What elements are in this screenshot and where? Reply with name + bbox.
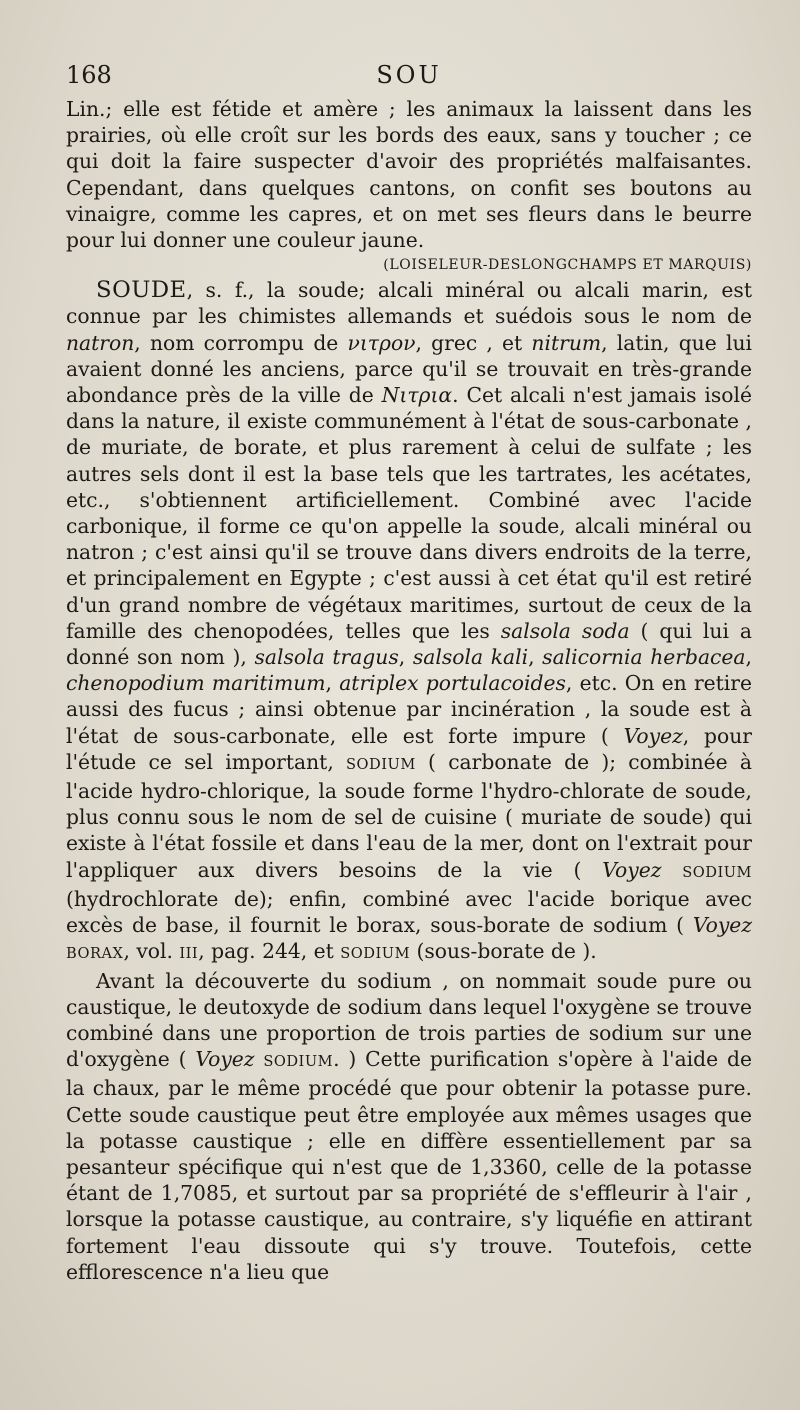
text-run: , etc. On en retire aussi des fucus ; ainsi obtenue par incinération , la soude est à l'état de sous-carbonate, elle est forte impure (	[66, 671, 752, 748]
text-run: , grec , et	[415, 330, 532, 355]
text-run: (hydrochlorate de); enfin, combiné avec l'acide borique avec excès de base, il fournit le borax, sous-borate de sodium (	[66, 886, 752, 938]
running-head	[66, 56, 752, 96]
headword-soude: SOUDE	[96, 277, 187, 304]
italic-term: Voyez	[195, 1047, 255, 1072]
italic-term: salicornia herbacea	[542, 645, 746, 670]
italic-term: atriplex portulacoides	[339, 671, 566, 696]
text-run: (sous-borate de ).	[410, 939, 597, 964]
paragraph-continued: Lin.; elle est fétide et amère ; les animaux la laissent dans les prairies, où elle croît sur les bords des eaux, sans y toucher ; ce qui doit la faire suspecter d'avoir des propriétés malfaisantes. Cependant, dans quelques cantons, on confit ses boutons au vinaigre, comme les capres, et on met ses fleurs dans le beurre pour lui donner une couleur jaune.	[66, 97, 752, 253]
italic-term: nitrum	[531, 330, 602, 355]
text-run: , pag. 244, et	[198, 939, 341, 964]
small-caps-ref: III	[179, 945, 199, 963]
italic-term: salsola soda	[500, 618, 630, 643]
page-text	[66, 96, 752, 1285]
text-run: ,	[398, 645, 413, 670]
greek-word: νιτρον	[347, 330, 416, 355]
text-run	[254, 1047, 263, 1071]
text-run: , latin, que lui avaient donné les anciens, parce qu'il se trouvait en très-grande abondance près de la ville de	[66, 330, 752, 408]
small-caps-ref: BORAX	[66, 945, 124, 963]
text-run: ( qui lui a donné son nom ),	[66, 618, 753, 670]
text-run: , pour l'étude ce sel important,	[66, 723, 752, 774]
small-caps-ref: SODIUM	[346, 755, 416, 773]
italic-term: Voyez	[692, 913, 752, 938]
text-run: , vol.	[123, 939, 180, 964]
text-run: . Cet alcali n'est jamais isolé dans la nature, il existe communément à l'état de sous-carbonate , de muriate, de borate, et plus rarement à celui de sulfate ; les autres sels dont il est la base tels que les tartrates, les acétates, etc., s'obtiennent artificiellement. Combiné avec l'acide carbonique, il forme ce qu'on appelle la soude, alcali minéral ou natron ; c'est ainsi qu'il se trouve dans divers endroits de la terre, et principalement en Egypte ; c'est aussi à cet état qu'il est retiré d'un grand nombre de végétaux maritimes, surtout de ceux de la famille des chenopodées, telles que les	[66, 383, 752, 643]
greek-word: Νιτρια	[381, 383, 453, 408]
text-run: ,	[745, 645, 752, 670]
italic-term: Voyez	[623, 723, 683, 748]
italic-term: Voyez	[602, 857, 662, 882]
paragraph-soude-entry	[66, 277, 752, 967]
paragraph-soude-caustique	[66, 968, 752, 1285]
text-run: . ) Cette purification s'opère à l'aide de la chaux, par le même procédé que pour obtenir la potasse pure. Cette soude caustique peut être employée aux mêmes usages que la potasse caustique ; elle en diffère essentiellement par sa pesanteur spécifique qui n'est que de 1,3360, celle de la potasse étant de 1,7085, et surtout par sa propriété de s'effleurir à l'air , lorsque la potasse caustique, au contraire, s'y liquéfie en attirant fortement l'eau dissoute qui s'y trouve. Toutefois, cette efflorescence n'a lieu que	[66, 1047, 752, 1284]
italic-term: salsola tragus	[254, 645, 399, 670]
text-run: ,	[325, 671, 340, 696]
text-run: Avant la découverte du sodium , on nommait soude pure ou caustique, le deutoxyde de sodium dans lequel l'oxygène se trouve combiné dans une proportion de trois parties de sodium sur une d'oxygène (	[66, 968, 752, 1072]
text-run: ( carbonate de ); combinée à l'acide hydro-chlorique, la soude forme l'hydro-chlorate de soude, plus connu sous le nom de sel de cuisine ( muriate de soude) qui existe à l'état fossile et dans l'eau de la mer, dont on l'extrait pour l'appliquer aux divers besoins de la vie (	[66, 749, 752, 882]
text-run	[661, 858, 682, 882]
author-attribution: (LOISELEUR-DESLONGCHAMPS ET MARQUIS)	[383, 257, 752, 274]
italic-term: chenopodium maritimum	[66, 671, 326, 696]
text-run: , nom corrompu de	[134, 330, 348, 355]
small-caps-ref: SODIUM	[682, 863, 753, 881]
italic-term: salsola kali	[412, 645, 529, 670]
running-head-word: SOU	[376, 61, 442, 89]
italic-term: natron	[66, 330, 135, 355]
small-caps-ref: SODIUM	[263, 1053, 334, 1071]
page-number: 168	[66, 61, 112, 89]
text-run: ,	[528, 645, 543, 670]
text-run: , s. f., la soude; alcali minéral ou alcali marin, est connue par les chimistes allemands et suédois sous le nom de	[66, 278, 752, 329]
small-caps-ref: SODIUM	[340, 945, 411, 963]
